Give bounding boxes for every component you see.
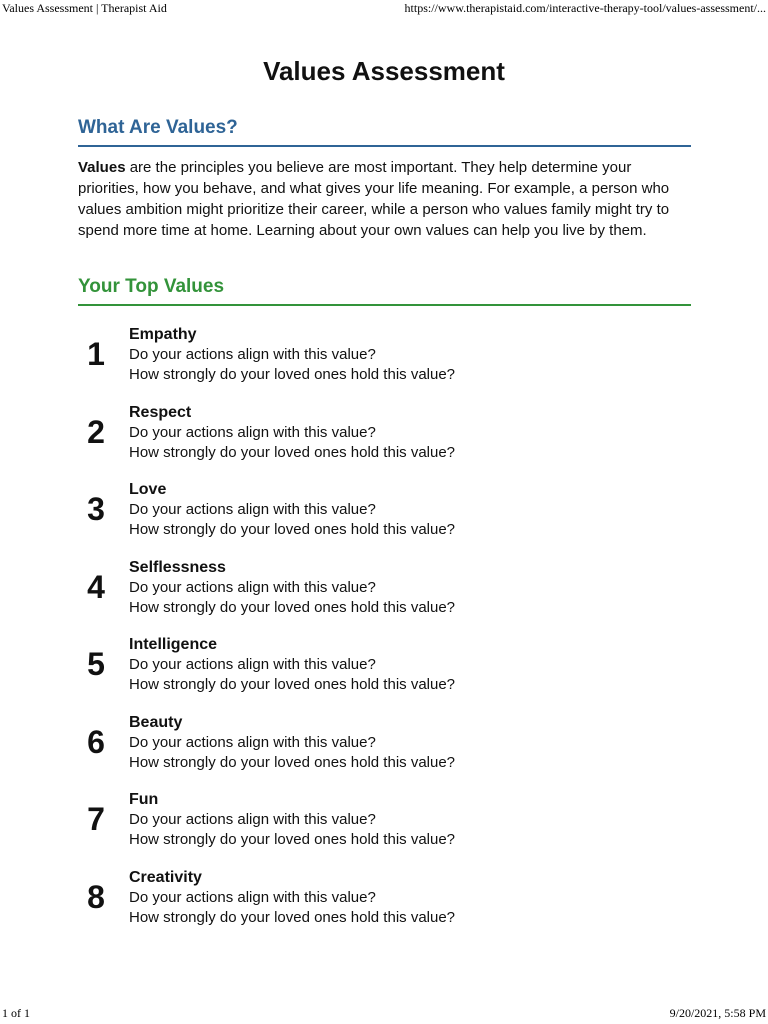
value-question-actions: Do your actions align with this value?	[129, 888, 376, 906]
value-rank: 8	[87, 878, 105, 915]
value-question-loved-ones: How strongly do your loved ones hold this value?	[129, 908, 456, 926]
top-values-section	[78, 276, 691, 306]
value-name: Creativity	[129, 868, 202, 886]
value-rank: 4	[87, 568, 105, 605]
value-body	[129, 789, 455, 850]
print-header-title: Values Assessment | Therapist Aid	[2, 1, 167, 15]
value-name: Fun	[129, 791, 159, 808]
value-item	[78, 867, 691, 945]
value-item	[78, 479, 691, 557]
value-question-loved-ones: How strongly do your loved ones hold this value?	[129, 521, 456, 538]
value-name: Love	[129, 481, 167, 498]
value-question-actions: Do your actions align with this value?	[129, 346, 376, 363]
value-question-loved-ones: How strongly do your loved ones hold this value?	[129, 753, 456, 771]
value-body	[129, 479, 455, 540]
value-item	[78, 557, 691, 635]
page-title: Values Assessment	[263, 56, 505, 86]
value-item	[78, 402, 691, 480]
value-question-loved-ones: How strongly do your loved ones hold this value?	[129, 831, 456, 848]
value-body	[129, 634, 455, 695]
values-intro-paragraph	[78, 157, 691, 241]
value-item	[78, 634, 691, 712]
print-footer-page: 1 of 1	[2, 1006, 30, 1020]
value-body	[129, 867, 455, 928]
value-rank: 7	[87, 801, 105, 837]
value-question-actions: Do your actions align with this value?	[129, 501, 376, 518]
values-intro-text: are the principles you believe are most important. They help determine your priorities, how you behave, and what gives your life meaning. For example, a person who values ambition might prioritize their career, while a person who values family might try to spend more time at home. Learning about your own values can help you live by them.	[78, 159, 670, 239]
value-rank: 3	[87, 491, 105, 527]
print-footer-timestamp: 9/20/2021, 5:58 PM	[669, 1006, 766, 1020]
value-question-loved-ones: How strongly do your loved ones hold this value?	[129, 598, 456, 616]
value-question-actions: Do your actions align with this value?	[129, 811, 376, 828]
what-are-values-section	[78, 117, 691, 241]
value-name: Beauty	[129, 713, 183, 731]
value-name: Selflessness	[129, 558, 226, 576]
value-question-actions: Do your actions align with this value?	[129, 578, 376, 596]
value-rank: 6	[87, 723, 105, 760]
value-question-actions: Do your actions align with this value?	[129, 656, 376, 673]
top-values-heading: Your Top Values	[78, 276, 691, 306]
value-rank: 2	[87, 413, 105, 450]
value-item	[78, 324, 691, 402]
value-question-loved-ones: How strongly do your loved ones hold this value?	[129, 443, 456, 461]
value-rank: 1	[87, 336, 105, 372]
value-body	[129, 557, 455, 618]
value-question-actions: Do your actions align with this value?	[129, 733, 376, 751]
value-item	[78, 789, 691, 867]
value-item	[78, 712, 691, 790]
value-body	[129, 402, 455, 463]
value-body	[129, 324, 455, 385]
print-footer	[0, 1006, 768, 1024]
values-intro-bold: Values	[78, 159, 126, 176]
what-are-values-heading: What Are Values?	[78, 117, 691, 147]
value-body	[129, 712, 455, 773]
value-name: Empathy	[129, 326, 197, 343]
value-name: Intelligence	[129, 636, 218, 653]
value-name: Respect	[129, 403, 192, 421]
print-header	[0, 0, 768, 18]
value-question-loved-ones: How strongly do your loved ones hold this value?	[129, 366, 456, 383]
value-rank: 5	[87, 646, 105, 682]
value-question-actions: Do your actions align with this value?	[129, 423, 376, 441]
print-header-url: https://www.therapistaid.com/interactive-therapy-tool/values-assessment/...	[404, 1, 766, 15]
top-values-list	[78, 324, 691, 944]
value-question-loved-ones: How strongly do your loved ones hold this value?	[129, 676, 456, 693]
